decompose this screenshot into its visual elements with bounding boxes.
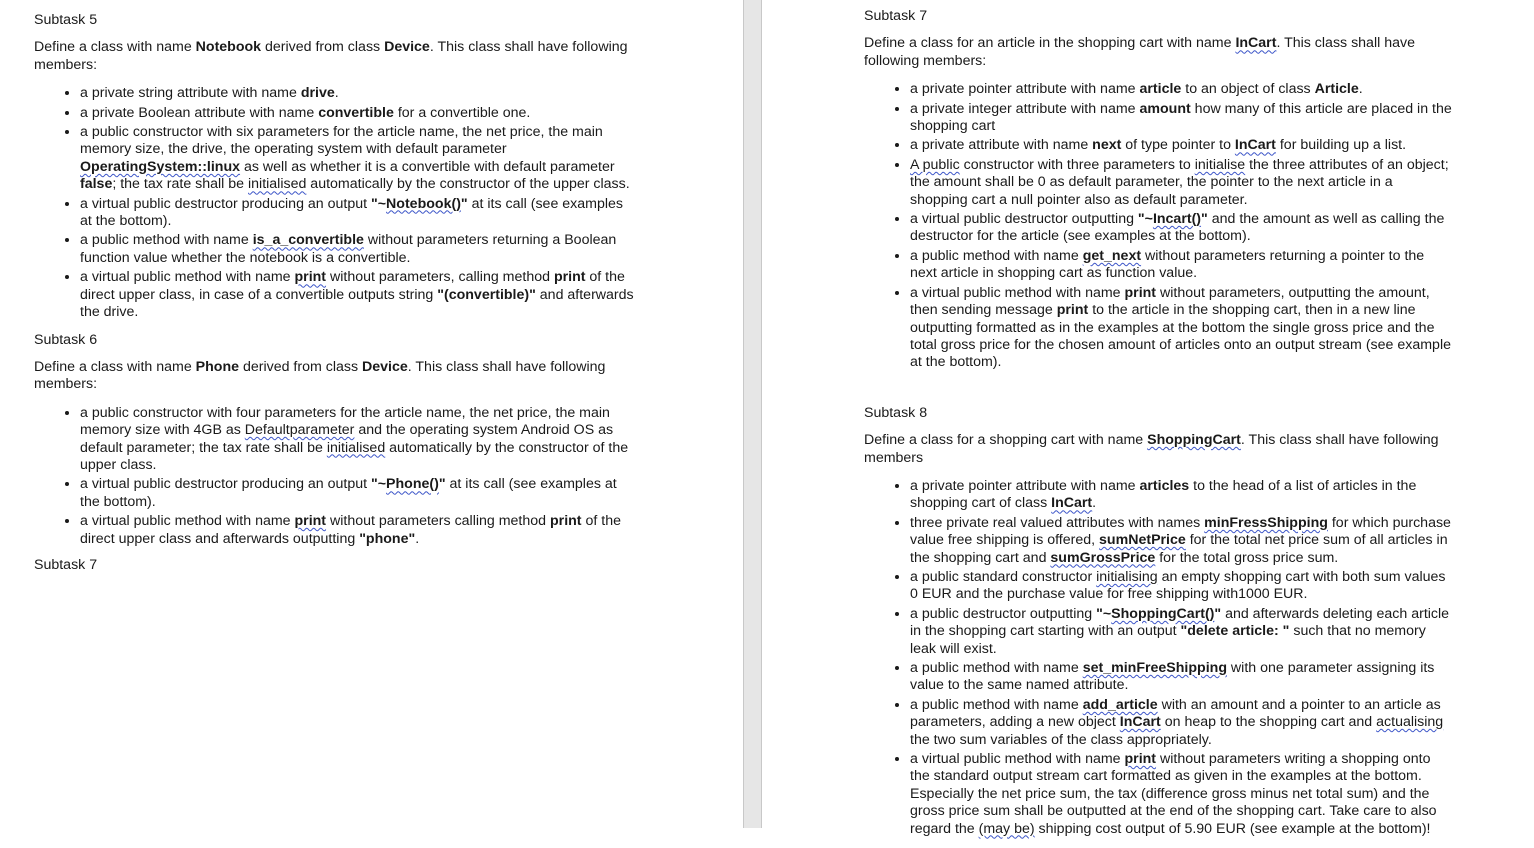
member-list-item: • a public constructor with four parameters for the article name, the net price, the main memory size with 4GB as Defaultparameter and the operating system Android OS as default parameter; the tax rate shall be initialised automatically by the constructor of the upper class. — [80, 404, 634, 475]
right-page — [762, 0, 1534, 837]
member-list-item: • a public standard constructor initialising an empty shopping cart with both sum values 0 EUR and the purchase value for free shipping with1000 EUR. — [910, 568, 1454, 604]
member-list-item: • A public constructor with three parameters to initialise the three attributes of an object; the amount shall be 0 as default parameter, the pointer to the next article in a shopping cart a null pointer also as default parameter. — [910, 156, 1454, 209]
member-list-item: • three private real valued attributes with names minFressShipping for which purchase value free shipping is offered, sumNetPrice for the total net price sum of all articles in the shopping cart and sumGrossPrice for the total gross price sum. — [910, 514, 1454, 567]
section-subtask-8 — [864, 405, 1454, 838]
section-intro: Define a class for an article in the shopping cart with name InCart. This class shall have following members: — [864, 35, 1415, 69]
member-list-item: • a virtual public method with name print without parameters, outputting the amount, then sending message print to the article in the shopping cart, then in a new line outputting formatted as in the examples at the bottom the single gross price and the total gross price for the chosen amount of articles onto an output stream (see example at the bottom). — [910, 284, 1454, 372]
member-list — [864, 477, 1454, 838]
section-subtask-7 — [864, 8, 1454, 372]
member-list-item: • a private integer attribute with name amount how many of this article are placed in the shopping cart — [910, 100, 1454, 136]
member-list-item: • a public destructor outputting "~ShoppingCart()" and afterwards deleting each article in the shopping cart starting with an output "delete article: " such that no memory leak will exist. — [910, 605, 1454, 658]
member-list-item: • a public constructor with six parameters for the article name, the net price, the main memory size, the drive, the operating system with default parameter OperatingSystem::linux as well as whether it is a convertible with default parameter false; the tax rate shall be initialised automatically by the constructor of the upper class. — [80, 123, 634, 194]
member-list-item: • a virtual public method with name print without parameters, calling method print of the direct upper class, in case of a convertible outputs string "(convertible)" and afterwards the drive. — [80, 268, 634, 321]
right-page-content — [864, 8, 1454, 848]
member-list-item: • a virtual public destructor outputting "~Incart()" and the amount as well as calling the destructor for the article (see examples at the bottom). — [910, 210, 1454, 246]
section-intro: Define a class with name Phone derived from class Device. This class shall have following members: — [34, 358, 606, 393]
section-heading: Subtask 5 — [34, 12, 98, 28]
member-list-item: • a private Boolean attribute with name convertible for a convertible one. — [80, 104, 634, 122]
member-list-item: • a private pointer attribute with name articles to the head of a list of articles in the shopping cart of class InCart. — [910, 477, 1454, 513]
section-intro: Define a class for a shopping cart with name ShoppingCart. This class shall have following members — [864, 432, 1439, 466]
cut-off-heading: Subtask 7 — [34, 557, 98, 573]
member-list-item: • a public method with name set_minFreeShipping with one parameter assigning its value to the same named attribute. — [910, 659, 1454, 695]
member-list — [864, 80, 1454, 372]
member-list — [34, 404, 634, 548]
section-subtask-6 — [34, 332, 634, 548]
member-list — [34, 84, 634, 321]
section-subtask-5 — [34, 12, 634, 322]
section-heading: Subtask 6 — [34, 331, 98, 348]
page-gutter — [743, 0, 762, 828]
section-intro: Define a class with name Notebook derived from class Device. This class shall have following members: — [34, 39, 628, 73]
member-list-item: • a private attribute with name next of type pointer to InCart for building up a list. — [910, 136, 1454, 154]
section-heading: Subtask 8 — [864, 404, 928, 421]
member-list-item: • a public method with name add_article with an amount and a pointer to an article as parameters, adding a new object InCart on heap to the shopping cart and actualising the two sum variables of the class appropriately. — [910, 696, 1454, 749]
left-page-content — [34, 12, 634, 558]
member-list-item: • a public method with name get_next without parameters returning a pointer to the next article in shopping cart as function value. — [910, 247, 1454, 283]
member-list-item: • a virtual public destructor producing an output "~Notebook()" at its call (see examples at the bottom). — [80, 195, 634, 231]
member-list-item: • a private string attribute with name drive. — [80, 84, 634, 102]
member-list-item: • a public method with name is_a_convertible without parameters returning a Boolean function value whether the notebook is a convertible. — [80, 231, 634, 267]
spacer — [864, 382, 1454, 405]
member-list-item: • a virtual public method with name print without parameters calling method print of the direct upper class and afterwards outputting "phone". — [80, 512, 634, 548]
section-heading: Subtask 7 — [864, 8, 928, 24]
member-list-item: • a virtual public destructor producing an output "~Phone()" at its call (see examples at the bottom). — [80, 475, 634, 511]
left-page — [0, 0, 743, 828]
member-list-item: • a virtual public method with name print without parameters writing a shopping onto the standard output stream cart formatted as given in the examples at the bottom. Especially the net price sum, the tax (difference gross minus net total sum) and the gross price sum shall be outputted at the end of the shopping cart. Take care to also regard the (may be) shipping cost output of 5.90 EUR (see example at the bottom)! — [910, 750, 1454, 838]
member-list-item: • a private pointer attribute with name article to an object of class Article. — [910, 80, 1454, 98]
